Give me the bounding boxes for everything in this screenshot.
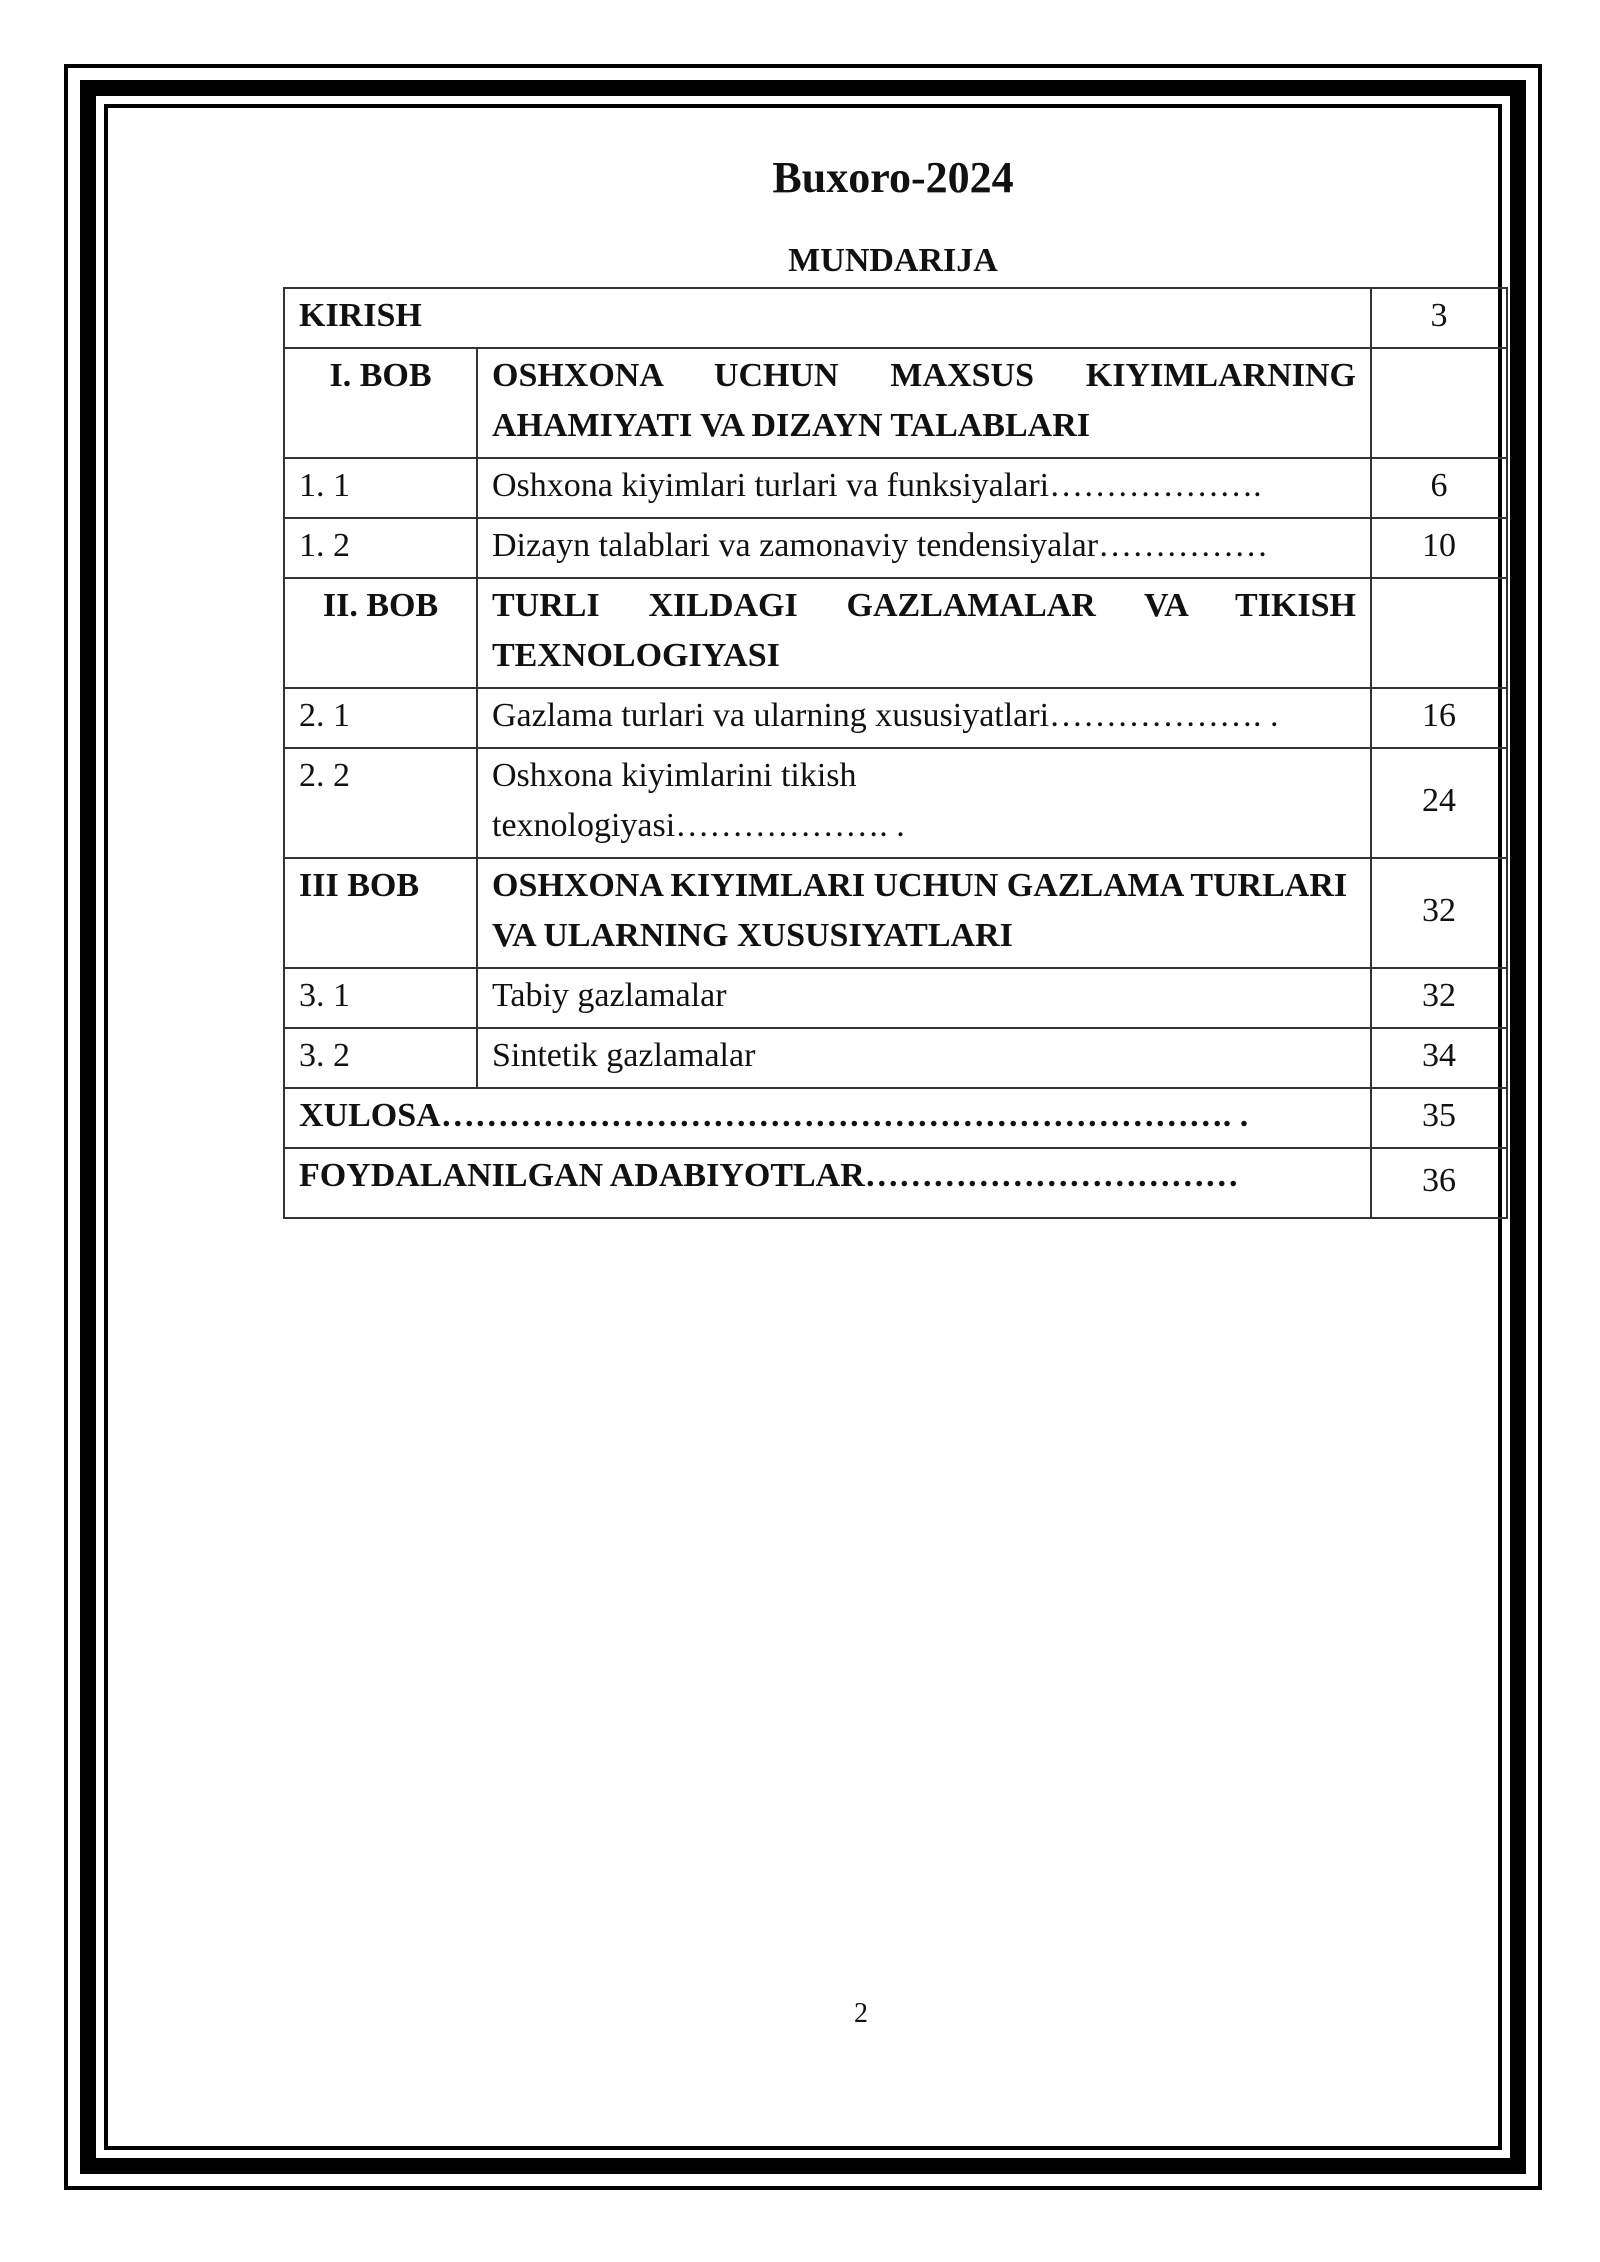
toc-section-title: Dizayn talablari va zamonaviy tendensiyalar…………… (477, 518, 1371, 578)
toc-section-title: Gazlama turlari va ularning xususiyatlari………………. . (477, 688, 1371, 748)
toc-page-number: 3 (1371, 288, 1507, 348)
toc-page-number: 10 (1371, 518, 1507, 578)
toc-row-section-2-2 (284, 748, 1507, 858)
toc-page-number (1371, 578, 1507, 688)
toc-entry-label: KIRISH (284, 288, 1371, 348)
page-number: 2 (854, 1998, 868, 2029)
toc-row-chapter-1 (284, 348, 1507, 458)
toc-entry-label: FOYDALANILGAN ADABIYOTLAR…………………………… (284, 1148, 1371, 1218)
toc-row-conclusion (284, 1088, 1507, 1148)
toc-section-number: 3. 1 (284, 968, 477, 1028)
toc-section-title: Oshxona kiyimlari turlari va funksiyalari………………. (477, 458, 1371, 518)
toc-section-number: 1. 2 (284, 518, 477, 578)
toc-entry-label: XULOSA……………………………………………………………. . (284, 1088, 1371, 1148)
toc-chapter-title: OSHXONA KIYIMLARI UCHUN GAZLAMA TURLARI VA ULARNING XUSUSIYATLARI (477, 858, 1371, 968)
toc-row-section-1-1 (284, 458, 1507, 518)
toc-page-number: 34 (1371, 1028, 1507, 1088)
toc-chapter-title: TURLI XILDAGI GAZLAMALAR VA TIKISH TEXNOLOGIYASI (477, 578, 1371, 688)
toc-section-number: 3. 2 (284, 1028, 477, 1088)
toc-section-title: Oshxona kiyimlarini tikish texnologiyasi………………. . (477, 748, 1371, 858)
toc-row-chapter-2 (284, 578, 1507, 688)
place-year-title: Buxoro-2024 (772, 153, 1014, 202)
toc-row-section-2-1 (284, 688, 1507, 748)
toc-page-number (1371, 348, 1507, 458)
toc-section-number: 2. 2 (284, 748, 477, 858)
toc-page-number: 32 (1371, 858, 1507, 968)
toc-row-section-3-2 (284, 1028, 1507, 1088)
toc-page-number: 36 (1371, 1148, 1507, 1218)
toc-row-references (284, 1148, 1507, 1218)
toc-section-title: Sintetik gazlamalar (477, 1028, 1371, 1088)
toc-page-number: 16 (1371, 688, 1507, 748)
toc-chapter-number: I. BOB (284, 348, 477, 458)
toc-section-number: 1. 1 (284, 458, 477, 518)
table-of-contents (283, 287, 1508, 1219)
toc-chapter-number: III BOB (284, 858, 477, 968)
toc-section-number: 2. 1 (284, 688, 477, 748)
toc-page-number: 6 (1371, 458, 1507, 518)
toc-section-title: Tabiy gazlamalar (477, 968, 1371, 1028)
toc-row-section-1-2 (284, 518, 1507, 578)
toc-chapter-number: II. BOB (284, 578, 477, 688)
toc-page-number: 35 (1371, 1088, 1507, 1148)
toc-row-intro (284, 288, 1507, 348)
toc-row-chapter-3 (284, 858, 1507, 968)
toc-row-section-3-1 (284, 968, 1507, 1028)
toc-page-number: 24 (1371, 748, 1507, 858)
toc-heading: MUNDARIJA (788, 242, 998, 279)
toc-chapter-title: OSHXONA UCHUN MAXSUS KIYIMLARNING AHAMIYATI VA DIZAYN TALABLARI (477, 348, 1371, 458)
toc-page-number: 32 (1371, 968, 1507, 1028)
